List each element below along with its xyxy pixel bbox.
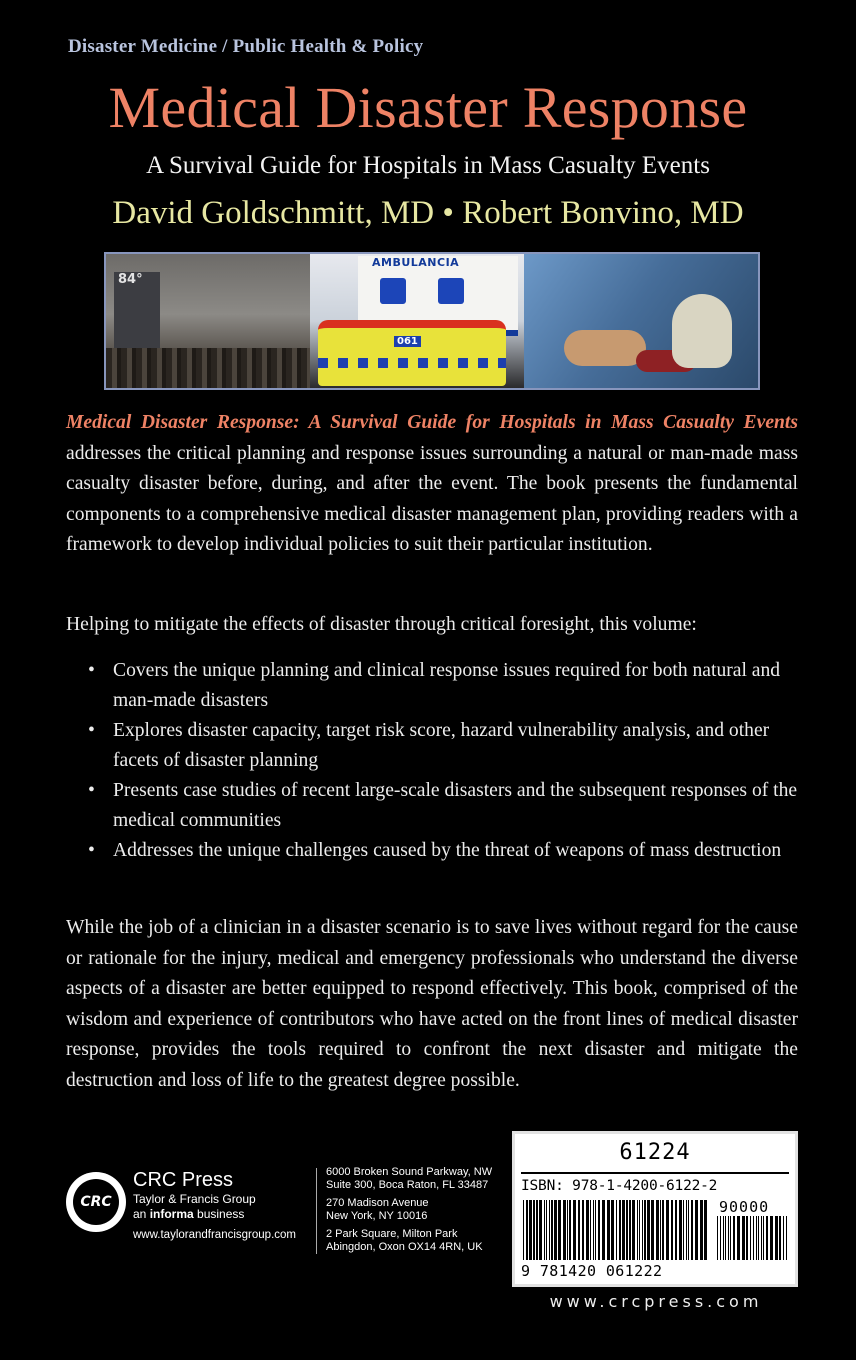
category-label: Disaster Medicine / Public Health & Policy bbox=[68, 36, 424, 57]
barcode-bar bbox=[616, 1200, 617, 1260]
barcode-bar bbox=[529, 1200, 532, 1260]
barcode-bar bbox=[546, 1200, 547, 1260]
barcode-bar bbox=[746, 1216, 748, 1260]
barcode-bar bbox=[733, 1216, 735, 1260]
barcode-bar bbox=[533, 1200, 535, 1260]
barcode-bar bbox=[728, 1216, 729, 1260]
barcode-bar bbox=[622, 1200, 625, 1260]
barcode-bar bbox=[723, 1216, 724, 1260]
publisher-block bbox=[133, 1168, 296, 1241]
barcode-bar bbox=[590, 1200, 591, 1260]
barcode-bar bbox=[554, 1200, 557, 1260]
book-authors: David Goldschmitt, MD • Robert Bonvino, MD bbox=[112, 195, 744, 231]
barcode-bar bbox=[783, 1216, 784, 1260]
barcode-bar bbox=[704, 1200, 707, 1260]
isbn-text: ISBN: 978-1-4200-6122-2 bbox=[521, 1178, 718, 1194]
barcode-bar bbox=[544, 1200, 545, 1260]
crc-logo-text: CRC bbox=[73, 1179, 119, 1225]
barcode-bar bbox=[671, 1200, 673, 1260]
barcode-main-icon bbox=[523, 1200, 711, 1260]
barcode-bar bbox=[662, 1200, 664, 1260]
barcode-bar bbox=[629, 1200, 631, 1260]
site-url[interactable]: www.crcpress.com bbox=[549, 1292, 763, 1311]
barcode-bar bbox=[753, 1216, 754, 1260]
feature-item: • Covers the unique planning and clinical response issues required for both natural and man-made disasters bbox=[88, 656, 798, 716]
emergency-car-shape bbox=[318, 320, 506, 386]
barcode-bar bbox=[582, 1200, 584, 1260]
ambulance-label: AMBULANCIA bbox=[372, 256, 460, 269]
address-line: Suite 300, Boca Raton, FL 33487 bbox=[326, 1179, 489, 1192]
barcode-bar bbox=[573, 1200, 576, 1260]
book-subtitle: A Survival Guide for Hospitals in Mass Casualty Events bbox=[146, 152, 710, 179]
barcode-bar bbox=[666, 1200, 669, 1260]
barcode-bar bbox=[766, 1216, 768, 1260]
barcode-bar bbox=[700, 1200, 703, 1260]
feature-list bbox=[88, 656, 798, 866]
barcode-bar bbox=[720, 1216, 721, 1260]
barcode-bar bbox=[779, 1216, 781, 1260]
publisher-divider bbox=[316, 1168, 317, 1254]
barcode-bar bbox=[775, 1216, 778, 1260]
barcode-bar bbox=[539, 1200, 542, 1260]
barcode-bar bbox=[675, 1200, 677, 1260]
barcode-bar bbox=[563, 1200, 566, 1260]
star-of-life-icon bbox=[380, 278, 406, 304]
barcode-bar bbox=[656, 1200, 659, 1260]
barcode-bar bbox=[737, 1216, 740, 1260]
barcode-bar bbox=[578, 1200, 580, 1260]
barcode-bar bbox=[567, 1200, 568, 1260]
barcode-bar bbox=[536, 1200, 538, 1260]
barcode-bar bbox=[717, 1216, 718, 1260]
barcode-bar bbox=[770, 1216, 773, 1260]
address-line: 270 Madison Avenue bbox=[326, 1196, 429, 1209]
patient-shape bbox=[564, 330, 646, 366]
informa-brand: informa bbox=[149, 1207, 194, 1221]
description-book-title: Medical Disaster Response: A Survival Guide for Hospitals in Mass Casualty Events bbox=[66, 412, 798, 433]
barcode-bar bbox=[602, 1200, 605, 1260]
barcode-bar bbox=[523, 1200, 524, 1260]
barcode-bar bbox=[586, 1200, 589, 1260]
barcode-bar bbox=[611, 1200, 614, 1260]
barcode-bar bbox=[639, 1200, 640, 1260]
barcode-bar bbox=[637, 1200, 638, 1260]
barcode-bar bbox=[558, 1200, 561, 1260]
barcode-bar bbox=[691, 1200, 693, 1260]
barcode-bar bbox=[758, 1216, 759, 1260]
barcode-bar bbox=[593, 1200, 594, 1260]
publisher-business: an informa business bbox=[133, 1207, 245, 1221]
price-rule bbox=[521, 1172, 789, 1174]
barcode-bar bbox=[551, 1200, 553, 1260]
photo-surgery bbox=[524, 254, 758, 388]
address-line: 6000 Broken Sound Parkway, NW bbox=[326, 1166, 493, 1178]
crc-logo-icon bbox=[66, 1172, 126, 1232]
barcode-box bbox=[512, 1131, 798, 1287]
barcode-bar bbox=[756, 1216, 757, 1260]
barcode-bar bbox=[786, 1216, 787, 1260]
barcode-bar bbox=[632, 1200, 635, 1260]
ean-digits: 9 781420 061222 bbox=[521, 1262, 663, 1280]
barcode-bar bbox=[598, 1200, 600, 1260]
barcode-bar bbox=[761, 1216, 762, 1260]
barcode-bar bbox=[549, 1200, 550, 1260]
barcode-bar bbox=[595, 1200, 596, 1260]
publisher-group: Taylor & Francis Group bbox=[133, 1192, 256, 1206]
barcode-bar bbox=[644, 1200, 646, 1260]
barcode-bar bbox=[607, 1200, 610, 1260]
feature-item: • Explores disaster capacity, target risk score, hazard vulnerability analysis, and other facets of disaster planning bbox=[88, 716, 798, 776]
barcode-bar bbox=[763, 1216, 764, 1260]
feature-item: • Addresses the unique challenges caused by the threat of weapons of mass destruction bbox=[88, 836, 798, 866]
photo-strip bbox=[104, 252, 760, 390]
closing-paragraph: While the job of a clinician in a disaster scenario is to save lives without regard for the cause or rationale for the injury, medical and emergency professionals who understand the diverse aspects of a disaster are better equipped to respond effectively. This book, comprised of the wisdom and experience of contributors who have acted on the front lines of medical disaster response, provides the tools required to confront the next disaster and mitigate the destruction and loss of life to the greatest degree possible. bbox=[66, 917, 798, 1091]
publisher-url[interactable]: www.taylorandfrancisgroup.com bbox=[133, 1229, 296, 1241]
barcode-bar bbox=[619, 1200, 621, 1260]
barcode-bar bbox=[725, 1216, 726, 1260]
barcode-bar bbox=[730, 1216, 731, 1260]
publisher-addresses bbox=[326, 1166, 492, 1254]
barcode-addon-digits: 90000 bbox=[719, 1198, 770, 1216]
description-text: addresses the critical planning and response issues surrounding a natural or man-made mass casualty disaster before, during, and after the event. The book presents the fundamental components to a comprehensive medical disaster management plan, providing readers with a framework to develop individual policies to suit their particular institution. bbox=[66, 442, 798, 555]
car-number: 061 bbox=[394, 336, 421, 347]
barcode-bar bbox=[660, 1200, 661, 1260]
barcode-bar bbox=[679, 1200, 682, 1260]
barcode-bar bbox=[750, 1216, 751, 1260]
feature-intro: Helping to mitigate the effects of disaster through critical foresight, this volume: bbox=[66, 614, 697, 635]
surgeon-hand-shape bbox=[672, 294, 732, 368]
barcode-addon-icon bbox=[717, 1216, 789, 1260]
description-paragraph bbox=[66, 408, 798, 561]
photo-ambulance bbox=[310, 254, 524, 388]
barcode-bar bbox=[688, 1200, 689, 1260]
checker-stripe bbox=[318, 358, 506, 368]
barcode-bar bbox=[695, 1200, 698, 1260]
barcode-bar bbox=[626, 1200, 628, 1260]
barcode-bar bbox=[742, 1216, 745, 1260]
book-title: Medical Disaster Response bbox=[108, 75, 748, 140]
photo-disaster-site bbox=[106, 254, 310, 388]
barcode-bar bbox=[686, 1200, 687, 1260]
star-of-life-icon bbox=[438, 278, 464, 304]
barcode-bar bbox=[642, 1200, 643, 1260]
barcode-bar bbox=[647, 1200, 650, 1260]
barcode-bar bbox=[526, 1200, 528, 1260]
barcode-bar bbox=[683, 1200, 684, 1260]
address-line: New York, NY 10016 bbox=[326, 1210, 428, 1223]
price-code: 61224 bbox=[619, 1140, 691, 1165]
publisher-name: CRC Press bbox=[133, 1169, 234, 1191]
address-line: Abingdon, Oxon OX14 4RN, UK bbox=[326, 1241, 483, 1254]
feature-item: • Presents case studies of recent large-scale disasters and the subsequent responses of the medical communities bbox=[88, 776, 798, 836]
rubble-shape bbox=[106, 348, 310, 388]
address-line: 2 Park Square, Milton Park bbox=[326, 1227, 458, 1240]
barcode-bar bbox=[651, 1200, 654, 1260]
temperature-sign: 84° bbox=[118, 272, 143, 287]
barcode-bar bbox=[569, 1200, 571, 1260]
